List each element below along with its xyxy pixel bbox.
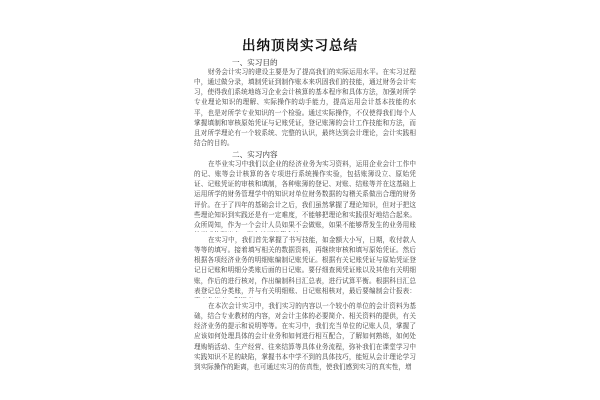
document-title: 出纳顶岗实习总结 — [242, 38, 358, 54]
paragraph-content-3: 在本次会计实习中，我们实习的内容以一个较小的单位的会计资料为基础，结合专业教材的内容，对会计主体的必要简介、相关资料的提供，有关经济业务的提示和说明等等。在实习中，我们充当单位的记账人员，掌握了应该如何处理具体的会计业务和如何进行相互配合，了解如何熟练，如何处理购销活动、生产经营、往来结算等具体业务流程，弥补我们在课堂学习中实践知识不足的缺陷，掌握书本中学不到的具体技巧，能短从会计理论学习到实际操作的距离，也可通过实习的仿真性，使我们感到实习的真实性，增 — [194, 302, 416, 371]
paragraph-content-2: 在实习中，我们首先掌握了书写技能，如金额大小写，日期，收付款人等等的填写。接着填写相关的数据资料，再继续审核和填写原始凭证。然后根据各项经济业务的明细账编制记账凭证。根据有关记账凭证与原始凭证登记日记账和明细分类账后面的日记账。要仔细查阅凭证账以及其他有关明细账，作后的进行核对，作出编制科目汇总表，进行试算平衡。根据科目汇总表登记总分类账，并与有关明细账、日记账相核对，最后要编制会计报表： — [194, 236, 416, 295]
paragraph-purpose: 财务会计实习的建设主要是为了提高我们的实际运用水平。在实习过程中，通过做分录，填制凭证到制作账本来巩固我们的技能，通过财务会计实习，使得我们系统地练习企业会计核算的基本程序和具体方法，加强对所学专业理论知识的理解、实际操作的动手能力，提高运用会计基本技能的水平，也是对所学专业知识的一个检验。通过实际操作，不仅使得我们每个人掌握填制和审核原始凭证与记账凭证，登记账簿的会计工作技能和方法，而且对所学理论有一个较系统、完整的认识，最终达到会计理论，会计实践相结合的目的。 — [194, 68, 416, 148]
paragraph-content-1: 在毕业实习中我们以企业的经济业务为实习资料，运用企业会计工作中的记、账等会计核算的各专项进行系统操作实验，包括账簿设立、原始凭证、记账凭证的审核和填制，各种账簿的登记、对账、结账等并在这基础上运用所学的财务管理学中的知识对单位财务数据的勾稽关系做出合理的财务评价。在于了四年的基础会计之后，我们虽然掌握了理论知识，但对于把这些理论知识到实践还是有一定难度，不能够把理论和实践很好地结合起来。众所周知，作为一个会计人员如果不会做账，如果不能够帮发生的业务用账 — [194, 160, 416, 229]
section-heading-purpose: 一、实习目的 — [232, 58, 278, 67]
section-heading-content: 二、实习内容 — [232, 150, 278, 159]
